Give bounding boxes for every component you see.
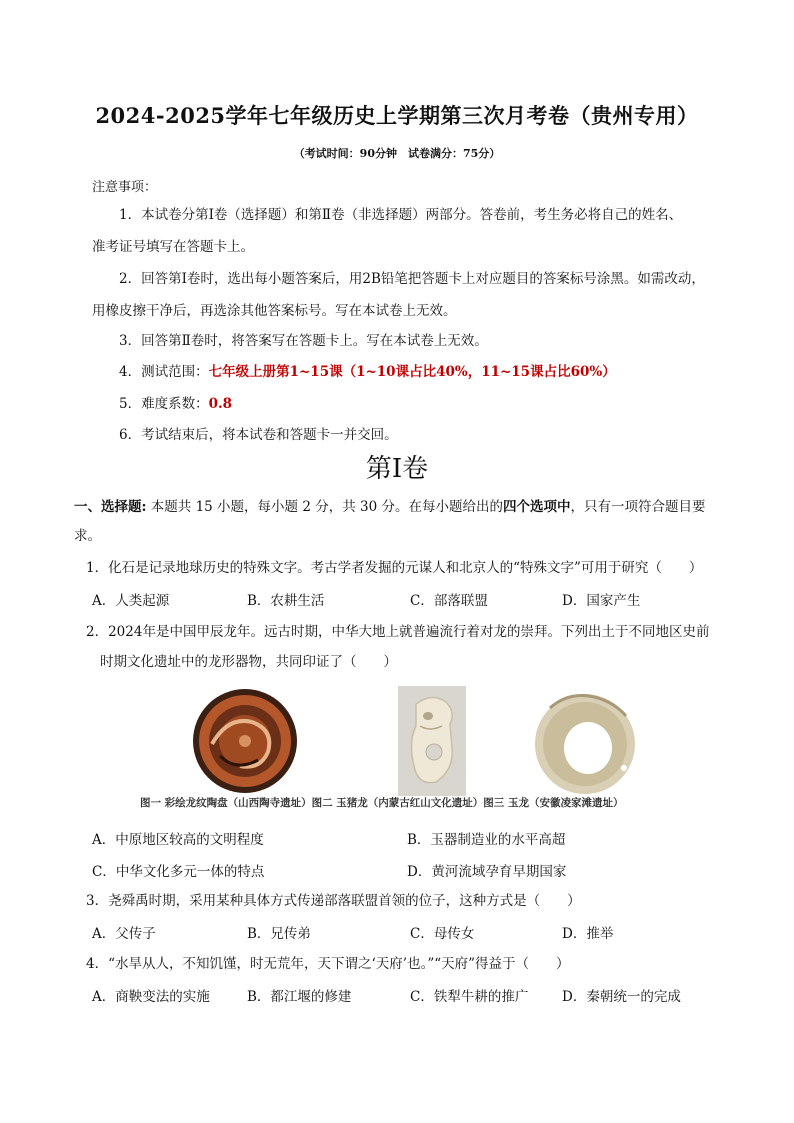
question-1-options [92, 589, 732, 615]
question-4-option-d[interactable]: D．秦朝统一的完成 [562, 989, 681, 1005]
section-heading [74, 493, 730, 551]
notice-item-5-value: 0.8 [208, 396, 233, 412]
exam-subtitle: （考试时间：90分钟 试卷满分：75分） [293, 147, 501, 160]
question-2-stem [86, 617, 736, 677]
question-1-option-b[interactable]: B．农耕生活 [247, 593, 325, 609]
section-bold-four: 四个选项中 [502, 499, 571, 515]
question-2-options-row-1 [92, 828, 732, 854]
question-2-figure-caption: 图一 彩绘龙纹陶盘（山西陶寺遗址）图二 玉猪龙（内蒙古红山文化遗址）图三 玉龙（安徽凌家滩遗址） [140, 797, 624, 809]
question-2-option-d[interactable]: D．黄河流域孕育早期国家 [407, 864, 567, 880]
section-prefix: 一、选择题: [74, 499, 147, 515]
question-4-option-c[interactable]: C．铁犁牛耕的推广 [410, 989, 529, 1005]
question-4-option-a[interactable]: A．商鞅变法的实施 [92, 989, 210, 1005]
question-2-stem-line-1: 2．2024年是中国甲辰龙年。远古时期，中华大地上就普遍流行着对龙的崇拜。下列出土于不同地区史前 [86, 624, 710, 640]
question-2-option-b[interactable]: B．玉器制造业的水平高超 [407, 832, 566, 848]
question-3-options [92, 922, 732, 948]
notice-item-1-line-1: 1．本试卷分第Ⅰ卷（选择题）和第Ⅱ卷（非选择题）两部分。答卷前，考生务必将自己的姓名、 [119, 207, 683, 223]
notice-item-4-value: 七年级上册第1~15课（1~10课占比40%，11~15课占比60%） [208, 364, 616, 380]
question-1-stem: 1．化石是记录地球历史的特殊文字。考古学者发掘的元谋人和北京人的“特殊文字”可用于研究（ ） [86, 560, 703, 576]
question-2-options-row-2 [92, 860, 732, 886]
dragon-artifacts-illustration [140, 686, 660, 811]
painted-dragon-plate-image [193, 689, 297, 793]
notice-item-4-label: 4．测试范围： [119, 364, 209, 380]
notice-item-2-line-1: 2．回答第Ⅰ卷时，选出每小题答案后，用2B铅笔把答题卡上对应题目的答案标号涂黑。如需改动， [119, 271, 705, 287]
question-2-figures [140, 686, 660, 811]
question-3-stem: 3．尧舜禹时期，采用某种具体方式传递部落联盟首领的位子，这种方式是（ ） [86, 893, 581, 909]
question-2-option-a[interactable]: A．中原地区较高的文明程度 [92, 832, 264, 848]
question-4-options [92, 985, 732, 1011]
question-4-stem: 4．“水旱从人，不知饥馑，时无荒年，天下谓之‘天府’也。”“天府”得益于（ ） [86, 956, 570, 972]
question-2-stem-line-2: 时期文化遗址中的龙形器物，共同印证了（ ） [100, 654, 397, 670]
notice-item-1-line-2: 准考证号填写在答题卡上。 [92, 239, 254, 255]
question-1-option-d[interactable]: D．国家产生 [562, 593, 641, 609]
question-3-option-c[interactable]: C．母传女 [410, 926, 475, 942]
notice-item-1 [92, 199, 732, 263]
question-1-option-a[interactable]: A．人类起源 [92, 593, 170, 609]
jade-dragon-ring-image [535, 694, 635, 794]
notice-heading: 注意事项： [92, 180, 158, 195]
volume-title: 第Ⅰ卷 [365, 454, 429, 484]
section-text-b: ，只有一项符合题目要 [570, 499, 706, 515]
notice-item-2-line-2: 用橡皮擦干净后，再选涂其他答案标号。写在本试卷上无效。 [92, 303, 457, 319]
notice-item-5 [92, 388, 732, 420]
jade-pig-dragon-image [398, 686, 466, 796]
question-3-option-b[interactable]: B．兄传弟 [247, 926, 311, 942]
notice-item-5-label: 5．难度系数： [119, 396, 209, 412]
question-4-option-b[interactable]: B．都江堰的修建 [247, 989, 352, 1005]
notice-item-2 [92, 263, 732, 327]
notice-item-3-line: 3．回答第Ⅱ卷时，将答案写在答题卡上。写在本试卷上无效。 [119, 333, 488, 349]
section-text-a: 本题共 15 小题，每小题 2 分，共 30 分。在每小题给出的 [146, 499, 503, 515]
notice-item-6-line: 6．考试结束后，将本试卷和答题卡一并交回。 [119, 427, 398, 443]
notice-item-3 [92, 325, 732, 357]
question-3-option-a[interactable]: A．父传子 [92, 926, 156, 942]
section-line-2: 求。 [74, 528, 101, 544]
question-2-option-c[interactable]: C．中华文化多元一体的特点 [92, 864, 265, 880]
exam-title: 2024-2025学年七年级历史上学期第三次月考卷（贵州专用） [95, 103, 699, 128]
question-1-option-c[interactable]: C．部落联盟 [410, 593, 488, 609]
notice-item-6 [92, 419, 732, 451]
question-3-option-d[interactable]: D．推举 [562, 926, 614, 942]
notice-item-4 [92, 356, 732, 388]
